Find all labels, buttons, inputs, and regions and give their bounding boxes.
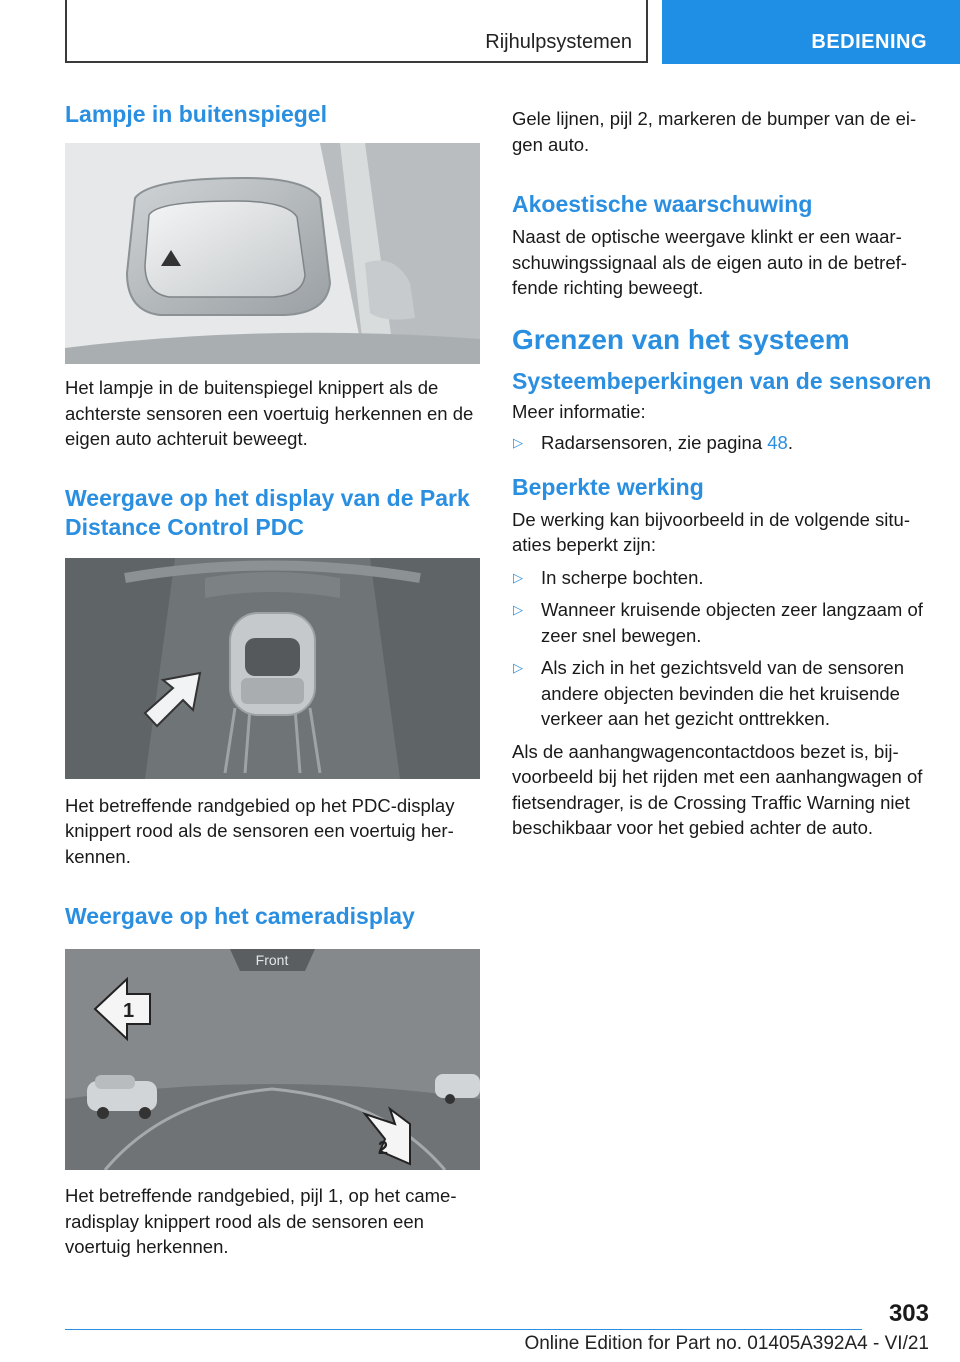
side-mirror-illustration bbox=[65, 143, 480, 364]
camera-front-label: Front bbox=[255, 952, 289, 968]
list-item-text: Wanneer kruisende objecten zeer langzaam of zeer snel bewegen. bbox=[541, 599, 923, 646]
footer-divider bbox=[65, 1329, 862, 1330]
bullet-triangle-icon: ▷ bbox=[513, 602, 523, 617]
page-number: 303 bbox=[888, 1300, 929, 1327]
figure-pdc-display bbox=[65, 558, 480, 779]
para-restricted-function: De werking kan bijvoorbeeld in de volgende situ-aties beperkt zijn: bbox=[512, 508, 910, 555]
list-item-text: In scherpe bochten. bbox=[541, 566, 704, 588]
callout-1-label: 1 bbox=[123, 1000, 135, 1022]
list-item-text: Als zich in het gezichtsveld van de sensoren andere objecten bevinden die het kruisende verkeer aan het gezicht onttrekken. bbox=[541, 657, 905, 729]
sensor-item-text: Radarsensoren, zie pagina bbox=[541, 432, 768, 453]
para-trailer-socket: Als de aanhangwagencontactdoos bezet is, bij-voorbeeld bij het rijden met een aanhangwagen of fietsendrager, is de Crossing Traffic Warning niet beschikbaar voor het gebied achter de auto. bbox=[512, 740, 923, 838]
bullet-triangle-icon: ▷ bbox=[513, 569, 523, 585]
header-chapter-tab bbox=[662, 0, 960, 64]
heading-restricted-function: Beperkte werking bbox=[512, 473, 704, 500]
list-item bbox=[512, 597, 932, 648]
figure-camera-display bbox=[65, 949, 480, 1170]
para-acoustic-warning: Naast de optische weergave klinkt er een waar-schuwingssignaal als de eigen auto in de betref-fende richting beweegt. bbox=[512, 226, 907, 298]
heading-acoustic-warning: Akoestische waarschuwing bbox=[512, 191, 813, 217]
heading-camera-display: Weergave op het cameradisplay bbox=[65, 903, 415, 929]
restricted-list bbox=[512, 565, 932, 732]
list-item bbox=[512, 565, 932, 591]
heading-mirror-light: Lampje in buitenspiegel bbox=[65, 101, 327, 127]
figure-side-mirror bbox=[65, 143, 480, 364]
heading-pdc-display: Weergave op het display van de Park Distance Control PDC bbox=[65, 484, 470, 540]
list-item bbox=[512, 655, 932, 732]
pdc-display-illustration bbox=[65, 558, 480, 779]
header-chapter-label: BEDIENING bbox=[811, 31, 927, 53]
bullet-triangle-icon: ▷ bbox=[513, 660, 523, 675]
para-pdc-display: Het betreffende randgebied op het PDC-display knippert rood als de sensoren een voertuig her-kennen. bbox=[65, 794, 455, 867]
para-camera-display: Het betreffende randgebied, pijl 1, op het came-radisplay knippert rood als de sensoren een voertuig herkennen. bbox=[65, 1185, 457, 1257]
footer-edition: Online Edition for Part no. 01405A392A4 - VI/21 bbox=[524, 1333, 929, 1354]
para-mirror-light: Het lampje in de buitenspiegel knippert als de achterste sensoren een voertuig herkennen en de eigen auto achteruit beweegt. bbox=[65, 377, 474, 449]
list-item bbox=[512, 430, 932, 456]
heading-system-limits: Grenzen van het systeem bbox=[512, 323, 850, 355]
bullet-triangle-icon: ▷ bbox=[513, 435, 523, 450]
heading-sensor-limits: Systeembeperkingen van de sensoren bbox=[512, 367, 932, 394]
para-yellow-lines: Gele lijnen, pijl 2, markeren de bumper van de ei-gen auto. bbox=[512, 108, 917, 155]
page-link-48[interactable]: 48 bbox=[767, 432, 788, 453]
para-more-info: Meer informatie: bbox=[512, 400, 646, 422]
callout-2-label: 2 bbox=[378, 1138, 389, 1158]
right-column bbox=[512, 106, 932, 841]
sensor-item-end: . bbox=[787, 432, 793, 453]
header-section-title: Rijhulpsystemen bbox=[485, 31, 632, 53]
sensor-list bbox=[512, 430, 932, 456]
left-column bbox=[65, 100, 480, 1260]
camera-display-illustration bbox=[65, 949, 480, 1170]
